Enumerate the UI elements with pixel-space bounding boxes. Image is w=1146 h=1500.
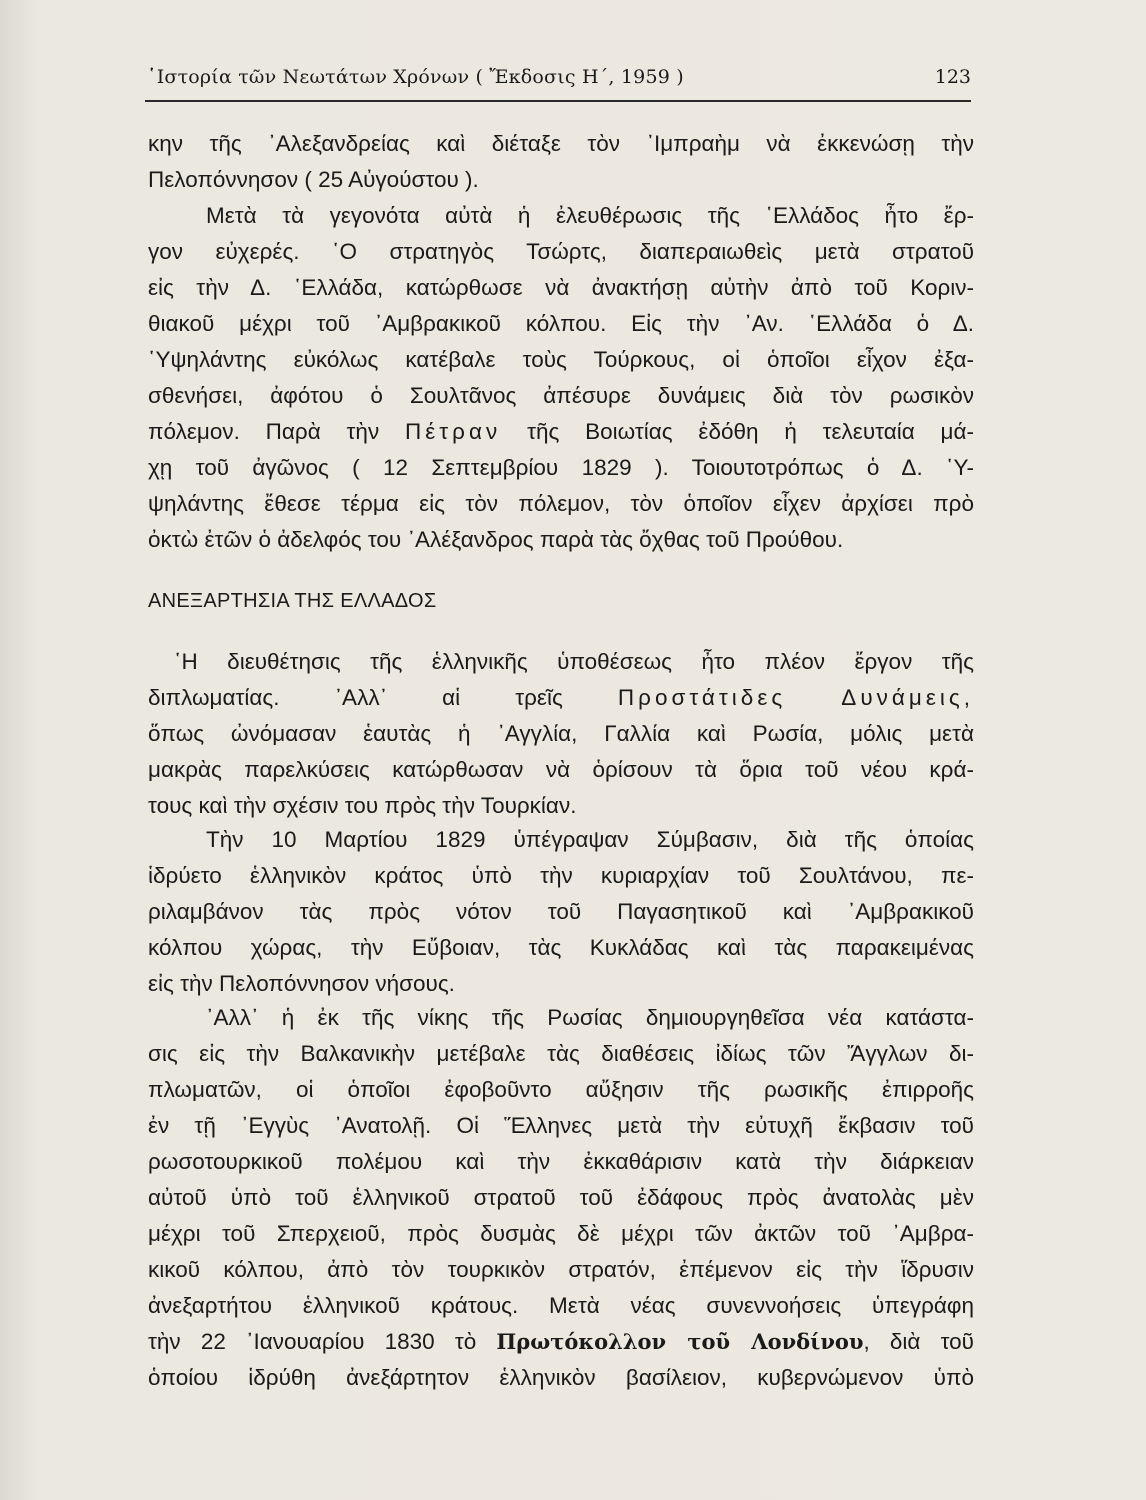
text-line: κην τῆς ᾿Αλεξανδρείας καὶ διέταξε τὸν ᾿Ιμπραὴμ νὰ ἐκκενώσῃ τὴν bbox=[148, 131, 974, 156]
text-line: ρωσοτουρκικοῦ πολέμου καὶ τὴν ἐκκαθάρισιν κατὰ τὴν διάρκειαν bbox=[148, 1149, 974, 1174]
running-head-title: ῾Ιστορία τῶν Νεωτάτων Χρόνων ( Ἔκδοσις Η΄, 1959 ) bbox=[147, 66, 684, 88]
text-line: ἐν τῇ ᾿Εγγὺς ᾿Ανατολῇ. Οἱ Ἕλληνες μετὰ τὴν εὐτυχῆ ἔκβασιν τοῦ bbox=[148, 1113, 974, 1138]
text-segment: , διὰ τοῦ bbox=[863, 1329, 974, 1354]
emphasis-spaced-word: Προστάτιδες bbox=[617, 685, 787, 710]
text-line: ὀκτὼ ἐτῶν ὁ ἀδελφός του ᾿Αλέξανδρος παρὰ τὰς ὄχθας τοῦ Προύθου. bbox=[148, 527, 844, 552]
text-line: ὅπως ὠνόμασαν ἑαυτὰς ἡ ᾿Αγγλία, Γαλλία καὶ Ρωσία, μόλις μετὰ bbox=[148, 721, 974, 746]
text-segment: τῆς Βοιωτίας ἐδόθη ἡ τελευταία μά- bbox=[527, 419, 974, 444]
emphasis-spaced-word: Δυνάμεις, bbox=[841, 685, 974, 710]
text-line: αὐτοῦ ὑπὸ τοῦ ἑλληνικοῦ στρατοῦ τοῦ ἐδάφους πρὸς ἀνατολὰς μὲν bbox=[148, 1185, 974, 1210]
text-line: τους καὶ τὴν σχέσιν του πρὸς τὴν Τουρκίαν. bbox=[148, 793, 577, 818]
text-line: κικοῦ κόλπου, ἀπὸ τὸν τουρκικὸν στρατόν, ἐπέμενον εἰς τὴν ἵδρυσιν bbox=[148, 1257, 974, 1282]
text-line: ῾Η διευθέτησις τῆς ἑλληνικῆς ὑποθέσεως ἦτο πλέον ἔργον τῆς bbox=[174, 649, 974, 674]
text-line: Μετὰ τὰ γεγονότα αὐτὰ ἡ ἐλευθέρωσις τῆς ῾Ελλάδος ἦτο ἔρ- bbox=[206, 203, 974, 228]
text-line: ριλαμβάνον τὰς πρὸς νότον τοῦ Παγασητικοῦ καὶ ᾿Αμβρακικοῦ bbox=[148, 899, 974, 924]
text-line: πλωματῶν, οἱ ὁποῖοι ἐφοβοῦντο αὔξησιν τῆς ρωσικῆς ἐπιρροῆς bbox=[148, 1077, 974, 1102]
text-segment: τὴν 22 ᾿Ιανουαρίου 1830 τὸ bbox=[148, 1329, 477, 1354]
running-head bbox=[145, 64, 971, 102]
paragraph-3 bbox=[148, 822, 974, 1002]
text-line: ψηλάντης ἔθεσε τέρμα εἰς τὸν πόλεμον, τὸν ὁποῖον εἶχεν ἀρχίσει πρὸ bbox=[148, 491, 974, 516]
text-line-mixed bbox=[148, 680, 974, 716]
text-line: εἰς τὴν Δ. ῾Ελλάδα, κατώρθωσε νὰ ἀνακτήσῃ αὐτὴν ἀπὸ τοῦ Κοριν- bbox=[148, 275, 974, 300]
paragraph-4 bbox=[148, 1000, 974, 1396]
text-line: ἀνεξαρτήτου ἑλληνικοῦ κράτους. Μετὰ νέας συνεννοήσεις ὑπεγράφη bbox=[148, 1293, 974, 1318]
text-line: γον εὐχερές. ῾Ο στρατηγὸς Τσώρτς, διαπεραιωθεὶς μετὰ στρατοῦ bbox=[148, 239, 974, 264]
text-line: σθενήσει, ἀφότου ὁ Σουλτᾶνος ἀπέσυρε δυνάμεις διὰ τὸν ρωσικὸν bbox=[148, 383, 974, 408]
paragraph-2 bbox=[148, 644, 974, 824]
text-line: ἱδρύετο ἑλληνικὸν κράτος ὑπὸ τὴν κυριαρχίαν τοῦ Σουλτάνου, πε- bbox=[148, 863, 974, 888]
bold-term-london-protocol: Πρωτόκολλον τοῦ Λονδίνου bbox=[496, 1329, 864, 1354]
text-line: Τὴν 10 Μαρτίου 1829 ὑπέγραψαν Σύμβασιν, διὰ τῆς ὁποίας bbox=[206, 827, 974, 852]
text-segment: διπλωματίας. ᾿Αλλ᾿ αἱ τρεῖς bbox=[148, 685, 563, 710]
text-line-mixed bbox=[148, 414, 974, 450]
text-line: μέχρι τοῦ Σπερχειοῦ, πρὸς δυσμὰς δὲ μέχρι τῶν ἀκτῶν τοῦ ᾿Αμβρα- bbox=[148, 1221, 974, 1246]
text-line: σις εἰς τὴν Βαλκανικὴν μετέβαλε τὰς διαθέσεις ἰδίως τῶν Ἄγγλων δι- bbox=[148, 1041, 974, 1066]
text-line: θιακοῦ μέχρι τοῦ ᾿Αμβρακικοῦ κόλπου. Εἰς τὴν ᾿Αν. ῾Ελλάδα ὁ Δ. bbox=[148, 311, 974, 336]
text-line-mixed bbox=[148, 1324, 974, 1360]
section-heading: ΑΝΕΞΑΡΤΗΣΙΑ ΤΗΣ ΕΛΛΑΔΟΣ bbox=[148, 590, 437, 612]
text-line: κόλπου χώρας, τὴν Εὔβοιαν, τὰς Κυκλάδας καὶ τὰς παρακειμένας bbox=[148, 935, 974, 960]
text-line: μακρὰς παρελκύσεις κατώρθωσαν νὰ ὁρίσουν τὰ ὅρια τοῦ νέου κρά- bbox=[148, 757, 974, 782]
text-segment: πόλεμον. Παρὰ τὴν bbox=[148, 419, 380, 444]
text-line: Πελοπόννησον ( 25 Αὐγούστου ). bbox=[148, 167, 479, 192]
page-number: 123 bbox=[934, 66, 971, 88]
text-line: ᾿Αλλ᾿ ἡ ἐκ τῆς νίκης τῆς Ρωσίας δημιουργηθεῖσα νέα κατάστα- bbox=[206, 1005, 974, 1030]
text-line: εἰς τὴν Πελοπόννησον νήσους. bbox=[148, 971, 455, 996]
text-line: ῾Υψηλάντης εὐκόλως κατέβαλε τοὺς Τούρκους, οἱ ὁποῖοι εἶχον ἐξα- bbox=[148, 347, 974, 372]
text-line: χῃ τοῦ ἀγῶνος ( 12 Σεπτεμβρίου 1829 ). Τοιουτοτρόπως ὁ Δ. ῾Υ- bbox=[148, 455, 974, 480]
text-line: ὁποίου ἱδρύθη ἀνεξάρτητον ἑλληνικὸν βασίλειον, κυβερνώμενον ὑπὸ bbox=[148, 1365, 974, 1390]
paragraph-1 bbox=[148, 126, 974, 558]
emphasis-spaced-word: Πέτραν bbox=[405, 419, 502, 444]
